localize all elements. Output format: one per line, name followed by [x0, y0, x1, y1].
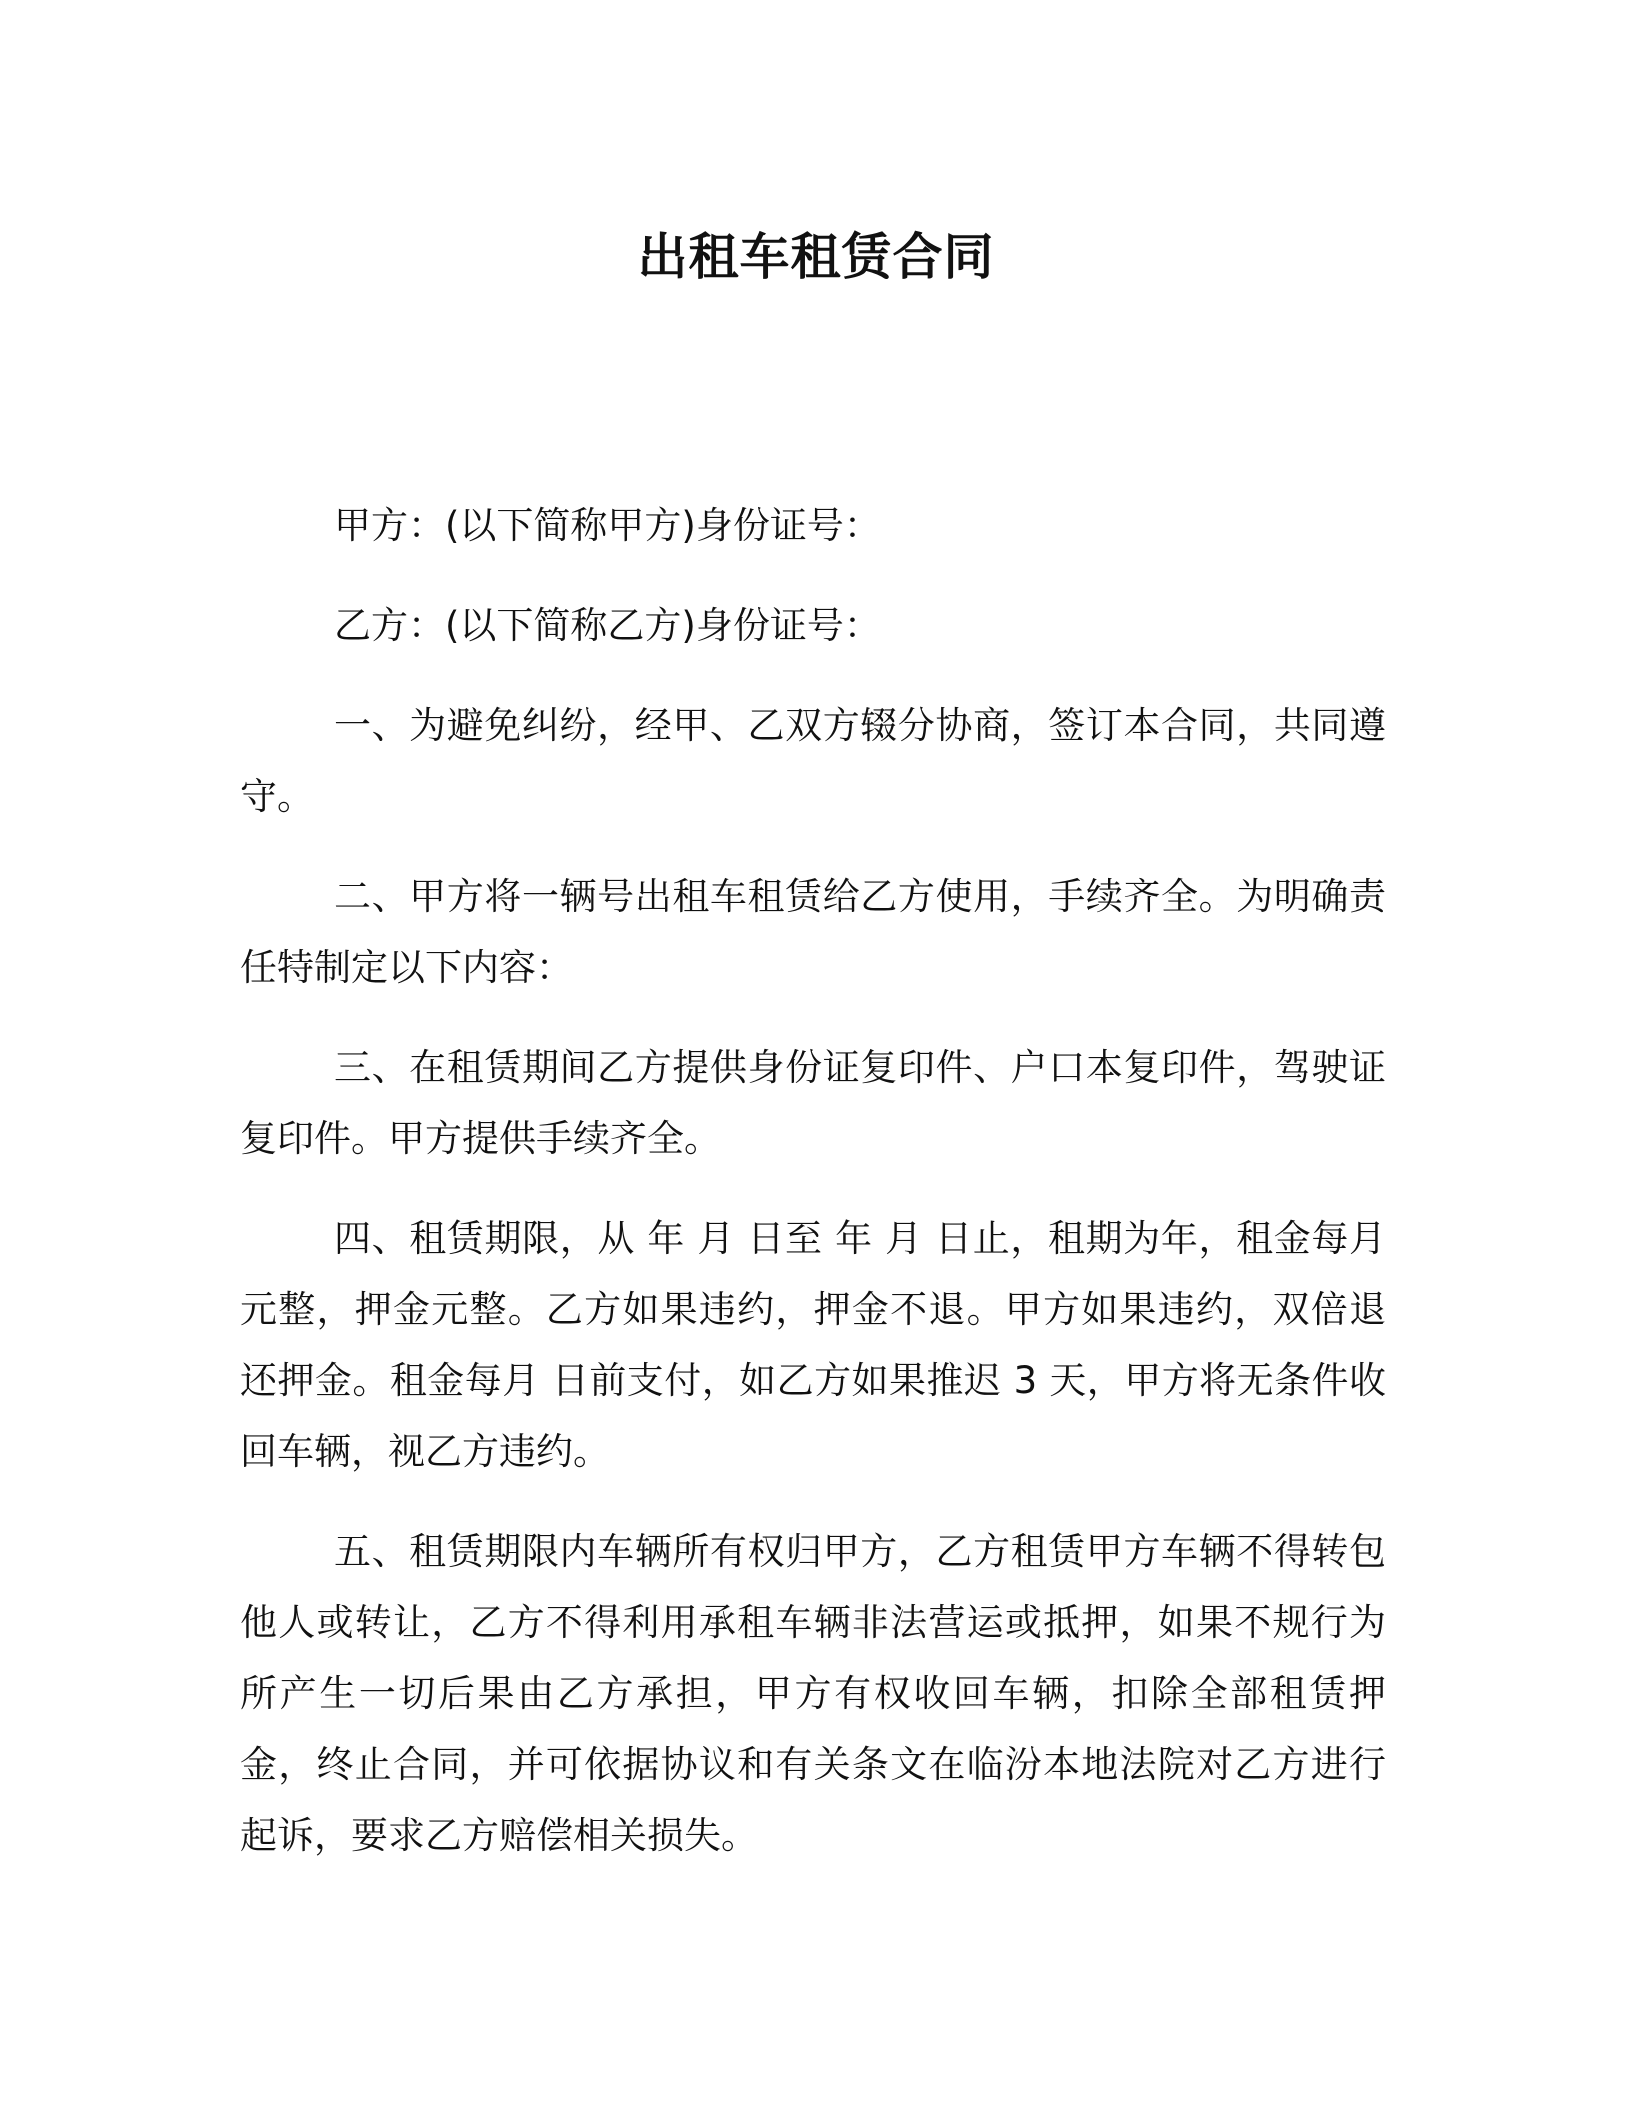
- document-body: [240, 490, 1386, 1900]
- party-a-line: 甲方：(以下简称甲方)身份证号：: [334, 504, 881, 547]
- party-b-line: 乙方：(以下简称乙方)身份证号：: [334, 604, 881, 647]
- clause-4: 四、租赁期限，从 年 月 日至 年 月 日止，租期为年，租金每月元整，押金元整。乙方如果违约，押金不退。甲方如果违约，双倍退还押金。租金每月 日前支付，如乙方如果推迟 3 天，甲方将无条件收回车辆，视乙方违约。: [240, 1217, 1386, 1473]
- document-title: 出租车租赁合同: [637, 228, 995, 286]
- clause-3: 三、在租赁期间乙方提供身份证复印件、户口本复印件，驾驶证复印件。甲方提供手续齐全。: [240, 1046, 1386, 1160]
- clause-2: 二、甲方将一辆号出租车租赁给乙方使用，手续齐全。为明确责任特制定以下内容：: [240, 875, 1386, 989]
- clause-1: 一、为避免纠纷，经甲、乙双方辍分协商，签订本合同，共同遵守。: [240, 704, 1386, 818]
- clause-5: 五、租赁期限内车辆所有权归甲方，乙方租赁甲方车辆不得转包他人或转让，乙方不得利用承租车辆非法营运或抵押，如果不规行为所产生一切后果由乙方承担，甲方有权收回车辆，扣除全部租赁押金，终止合同，并可依据协议和有关条文在临汾本地法院对乙方进行起诉，要求乙方赔偿相关损失。: [240, 1530, 1386, 1857]
